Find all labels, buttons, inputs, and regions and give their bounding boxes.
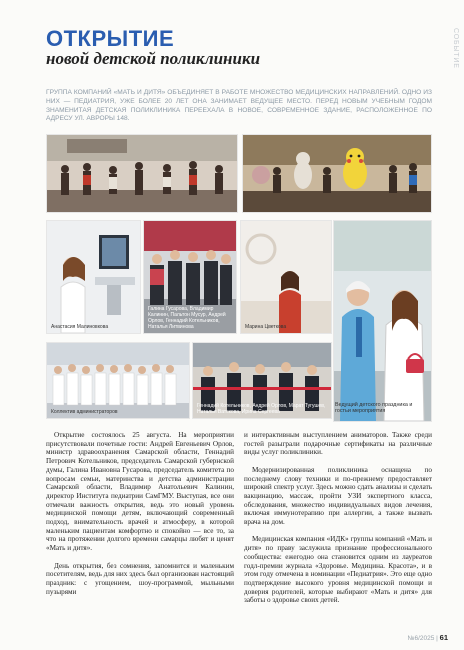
photo-staff: [46, 342, 190, 419]
body-paragraph: Медицинская компания «ИДК» группы компаний «Мать и дитя» по праву заслужила признание профессионального сообщества: ежегодно она становится одним из лауреатов годл-премии журнала «Здоровье. Медицина. Красота», и в этом году отмечена в номинации «Педиатрия». Это еще одно подтверждение высокого уровня медицинской помощи и доверия родителей, которые выбирают «Мать и дитя» для заботы о здоровье своих детей.: [244, 535, 432, 605]
body-paragraph: День открытия, без сомнения, запомнится и маленьким посетителям, ведь для них здесь был организован настоящий праздник: с угощением, шоу-программой, мыльными пузырями: [46, 561, 234, 596]
caption-woman: Марина Цветкова: [245, 324, 287, 330]
photo-crowd-hall: [46, 134, 238, 213]
caption-host: Ведущий детского праздника и гостьи мероприятия: [335, 402, 413, 415]
body-column-left: [46, 431, 234, 605]
photo-woman-reception: [240, 220, 332, 334]
photo-ribbon-cutting: [192, 342, 332, 419]
photo-host-guests: [333, 220, 432, 422]
article-subtitle: новой детской поликлиники: [46, 49, 261, 68]
caption-ribbon: Геннадий Котельников, Андрей Орлов, Марат Тугушев, Наталья Ватскова, Ирина Сергеева: [197, 403, 326, 415]
caption-officials: Галина Гусарова, Владимир Калинин, Пальтон Мусур, Андрей Орлов, Геннадий Котельников, Наталья Литвинова: [148, 306, 226, 330]
page-number: 61: [439, 633, 448, 642]
body-paragraph: Модернизированная поликлиника оснащена по последнему слову техники и по-прежнему предоставляет широкий спектр услуг. Здесь можно сдать анализы и сделать вакцинацию, массаж, пройти УЗИ экспертного класса, обследования, множество индивидуальных видов лечения, включая иммунотерапию при аллергии, а также вызвать врача на дом.: [244, 465, 432, 527]
caption-staff: Коллектив администраторов: [51, 409, 118, 415]
photo-mascots: [242, 134, 432, 213]
article-lead: ГРУППА КОМПАНИЙ «МАТЬ И ДИТЯ» ОБЪЕДИНЯЕТ В РАБОТЕ МНОЖЕСТВО МЕДИЦИНСКИХ НАПРАВЛЕНИЙ. ОДНО ИЗ НИХ — ПЕДИАТРИЯ, УЖЕ БОЛЕЕ 20 ЛЕТ ОНА ЗАНИМАЕТ ВЕДУЩЕЕ МЕСТО. ПЕРЕД НОВЫМ УЧЕБНЫМ ГОДОМ ЗНАМЕНИТАЯ ДЕТСКАЯ ПОЛИКЛИНИКА ПЕРЕЕХАЛА В НОВОЕ, СОВРЕМЕННОЕ ЗДАНИЕ, РАСПОЛОЖЕННОЕ ПО АДРЕСУ УЛ. АВРОРЫ 148.: [46, 89, 432, 123]
photo-officials: [143, 220, 237, 334]
body-column-right: [244, 431, 432, 614]
issue-number: №6/2025: [407, 635, 435, 642]
caption-doctor: Анастасия Малиновкова: [51, 324, 109, 330]
body-paragraph: Открытие состоялось 25 августа. На мероприятии присутствовали почетные гости: Андрей Евгеньевич Орлов, министр здравоохранения Самарской области, Геннадий Петрович Котельников, председатель Самарской губернской думы, Галина Ивановна Гусарова, председатель комитета по вопросам семьи, материнства и детства администрации Самарской области, Владимир Анатольевич Калинин, директор Института педиатрии СамГМУ. Выступая, все они отмечали важность открытия, ведь это новый уровень медицинской помощи детям, включающий современный подход, внимательность врачей и атмосферу, в которой маленьким пациентам комфортно и спокойно — все то, за что на протяжении долгого времени самарцы любят и ценят «Мать и дитя».: [46, 431, 234, 553]
section-tag: СОБЫТИЕ: [452, 28, 459, 69]
photo-doctor: [46, 220, 141, 334]
body-paragraph: и интерактивным выступлением аниматоров. Также среди гостей разыграли подарочные сертификаты на различные виды услуг поликлиники.: [244, 431, 432, 457]
page-footer: №6/2025 | 61: [407, 633, 448, 642]
article-title: ОТКРЫТИЕ: [46, 26, 175, 51]
